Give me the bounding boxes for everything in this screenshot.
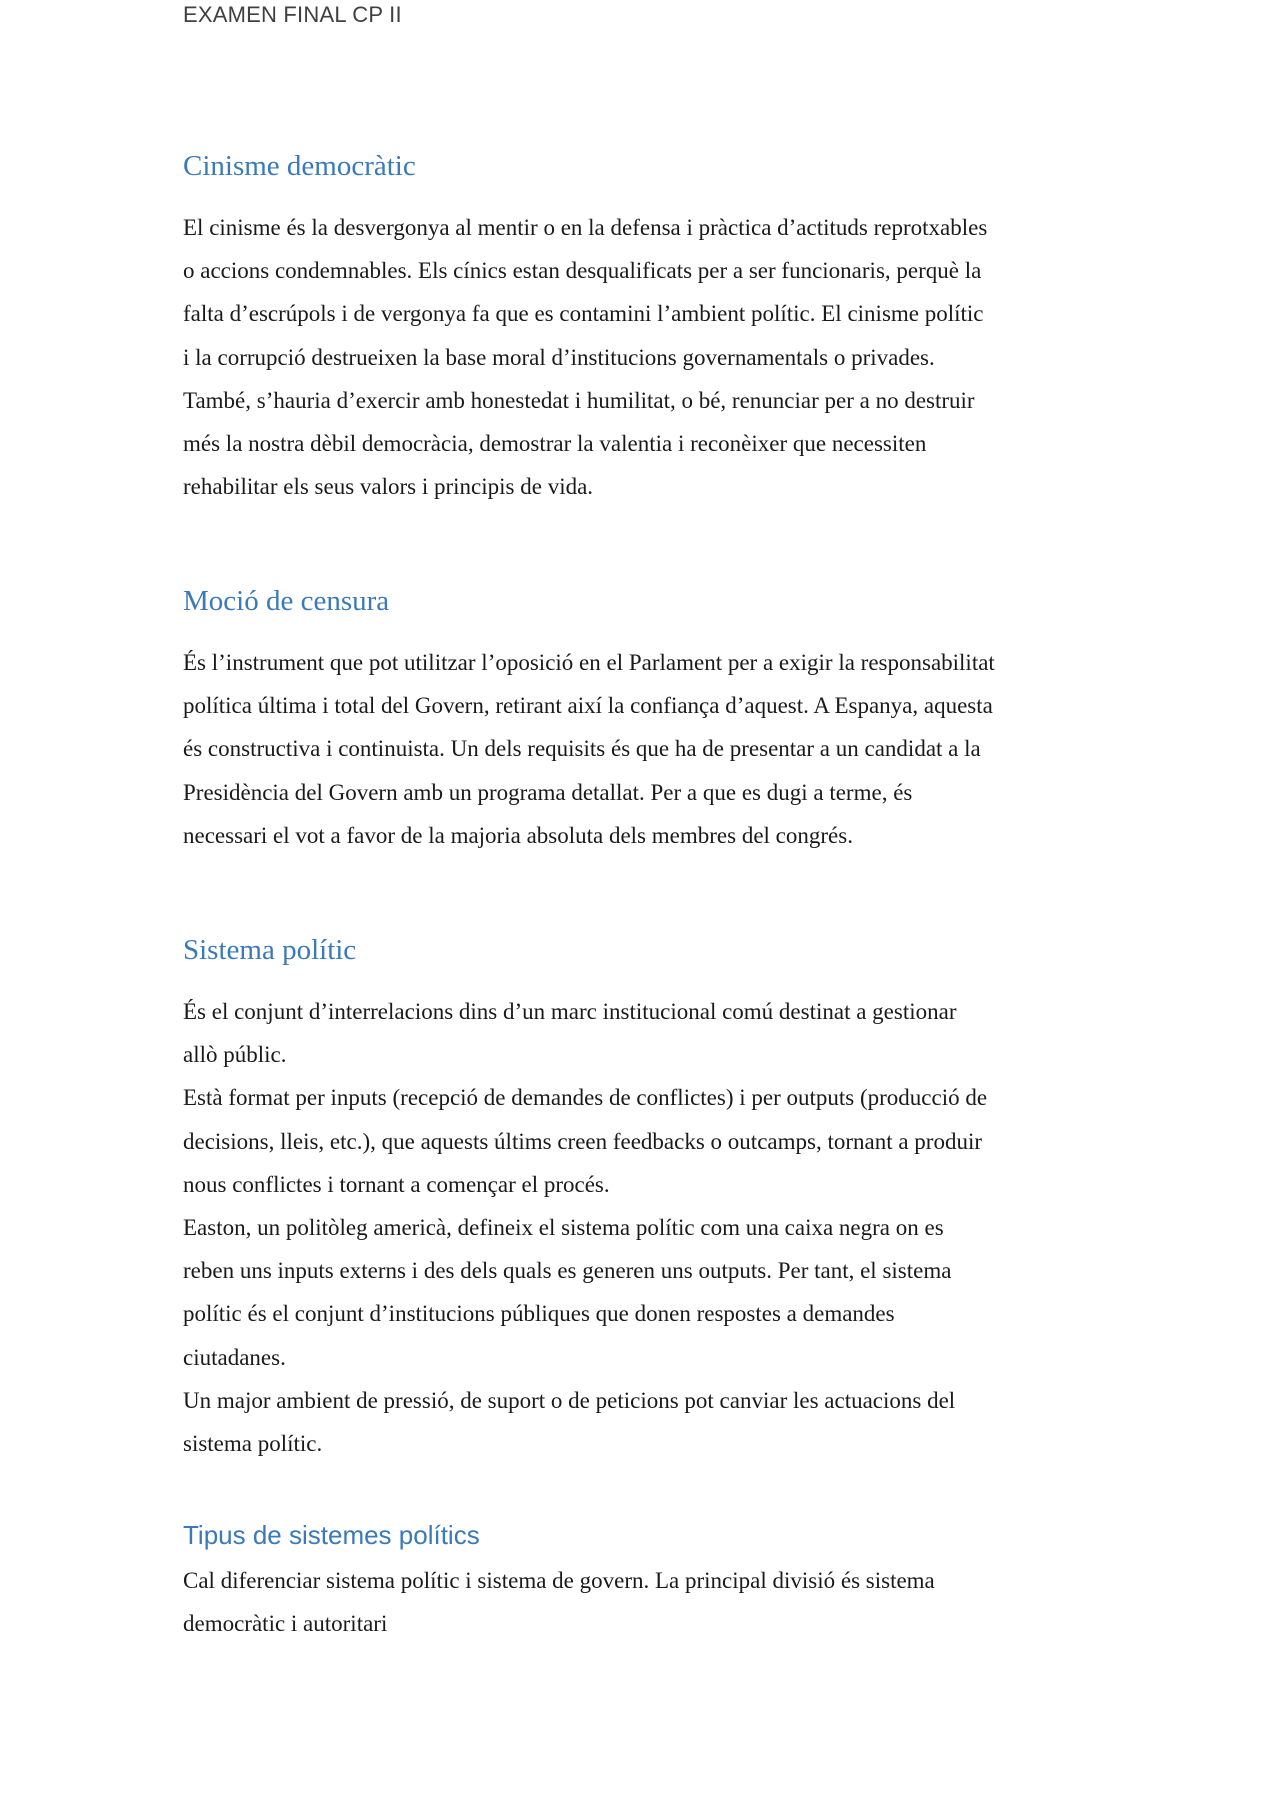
text-line: decisions, lleis, etc.), que aquests últims creen feedbacks o outcamps, tornant a produir [183, 1128, 983, 1154]
text-line: necessari el vot a favor de la majoria absoluta dels membres del congrés. [183, 822, 853, 848]
section-paragraph [183, 641, 1103, 857]
section-heading: Sistema polític [183, 934, 357, 966]
text-line: més la nostra dèbil democràcia, demostrar la valentia i reconèixer que necessiten [183, 431, 927, 457]
text-line: democràtic i autoritari [183, 1611, 388, 1637]
text-line: i la corrupció destrueixen la base moral d’institucions governamentals o privades. [183, 344, 935, 370]
text-line: polític és el conjunt d’institucions públiques que donen respostes a demandes [183, 1301, 895, 1327]
text-line: sistema polític. [183, 1431, 323, 1457]
section-mocio-de-censura [183, 583, 1103, 857]
text-line: falta d’escrúpols i de vergonya fa que es contamini l’ambient polític. El cinisme polític [183, 301, 984, 327]
text-line: Presidència del Govern amb un programa detallat. Per a que es dugi a terme, és [183, 779, 913, 805]
text-line: política última i total del Govern, retirant així la confiança d’aquest. A Espanya, aquesta [183, 693, 993, 719]
section-tipus-de-sistemes-politics [183, 1517, 1103, 1645]
section-paragraph [183, 206, 1103, 508]
section-sistema-politic [183, 932, 1103, 1465]
section-paragraph [183, 1559, 1103, 1645]
text-line: o accions condemnables. Els cínics estan desqualificats per a ser funcionaris, perquè la [183, 258, 982, 284]
text-line: Està format per inputs (recepció de demandes de conflictes) i per outputs (producció de [183, 1085, 988, 1111]
text-line: És l’instrument que pot utilitzar l’oposició en el Parlament per a exigir la responsabilitat [183, 650, 995, 675]
text-line: reben uns inputs externs i des dels quals es generen uns outputs. Per tant, el sistema [183, 1258, 952, 1284]
section-cinisme-democratic [183, 148, 1103, 508]
text-line: és constructiva i continuista. Un dels requisits és que ha de presentar a un candidat a la [183, 736, 981, 762]
text-line: nous conflictes i tornant a començar el procés. [183, 1171, 610, 1197]
text-line: rehabilitar els seus valors i principis de vida. [183, 474, 594, 500]
section-heading: Cinisme democràtic [183, 150, 416, 182]
section-paragraph [183, 990, 1103, 1465]
text-line: És el conjunt d’interrelacions dins d’un marc institucional comú destinat a gestionar [183, 999, 957, 1024]
text-line: També, s’hauria d’exercir amb honestedat i humilitat, o bé, renunciar per a no destruir [183, 387, 975, 413]
text-line: Easton, un politòleg americà, defineix el sistema polític com una caixa negra on es [183, 1215, 944, 1241]
text-line: El cinisme és la desvergonya al mentir o en la defensa i pràctica d’actituds reprotxables [183, 215, 988, 240]
text-line: ciutadanes. [183, 1344, 286, 1370]
text-line: allò públic. [183, 1042, 287, 1068]
section-heading: Tipus de sistemes polítics [183, 1520, 480, 1550]
text-line: Cal diferenciar sistema polític i sistema de govern. La principal divisió és sistema [183, 1568, 935, 1593]
running-header: EXAMEN FINAL CP II [183, 2, 402, 27]
text-line: Un major ambient de pressió, de suport o de peticions pot canviar les actuacions del [183, 1387, 956, 1413]
section-heading: Moció de censura [183, 585, 390, 617]
